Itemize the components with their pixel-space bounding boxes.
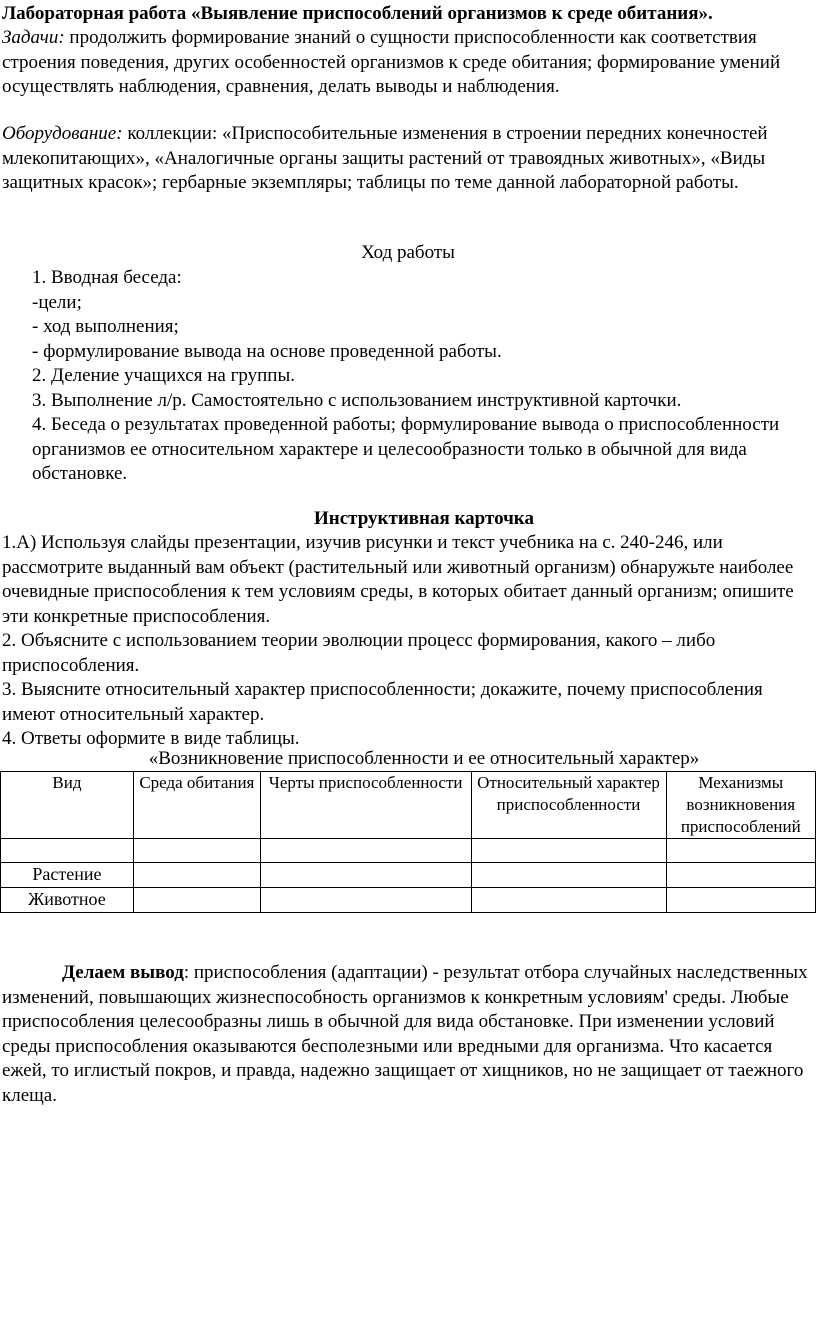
table-cell: Растение <box>1 863 134 888</box>
table-cell <box>133 863 260 888</box>
column-header-mechanisms: Механизмы возникновения приспособлений <box>666 772 815 839</box>
column-header-relative-nature: Относительный характер приспособленности <box>471 772 666 839</box>
tasks-label: Задачи: <box>2 27 65 48</box>
table-cell <box>471 839 666 863</box>
equipment-text: коллекции: «Приспособительные изменения в строении передних конечностей млекопитающих», «Аналогичные органы защиты растений от травоядных животных», «Виды защитных красок»; гербарные экземпляры; таблицы по теме данной лабораторной работы. <box>2 123 768 193</box>
table-cell <box>260 839 471 863</box>
page-title: Лабораторная работа «Выявление приспособлений организмов к среде обитания». <box>2 3 713 24</box>
procedure-heading: Ход работы <box>361 242 455 263</box>
tasks-text: продолжить формирование знаний о сущности приспособленности как соответствия строения поведения, других особенностей организмов к среде обитания; формирование умений осуществлять наблюдения, сравнения, делать выводы и наблюдения. <box>2 27 781 97</box>
column-header-traits: Черты приспособленности <box>260 772 471 839</box>
procedure-item: - формулирование вывода на основе проведенной работы. <box>32 340 502 362</box>
instruction-item: 1.А) Используя слайды презентации, изучив рисунки и текст учебника на с. 240-246, или рассмотрите выданный вам объект (растительный или животный организм) обнаружьте наиболее очевидные приспособления к тем условиям среды, в которых обитает данный организм; опишите эти конкретные приспособления. <box>2 532 794 627</box>
procedure-item: 4. Беседа о результатах проведенной работы; формулирование вывода о приспособленности организмов ее относительном характере и целесообразности только в обычной для вида обстановке. <box>32 414 780 484</box>
table-cell <box>133 839 260 863</box>
table-cell <box>666 839 815 863</box>
equipment-label: Оборудование: <box>2 123 123 144</box>
procedure-item: 3. Выполнение л/р. Самостоятельно с использованием инструктивной карточки. <box>32 389 682 411</box>
procedure-item: -цели; <box>32 291 82 313</box>
column-header-habitat: Среда обитания <box>133 772 260 839</box>
table-row <box>1 839 816 863</box>
table-cell <box>260 863 471 888</box>
table-header-row <box>1 772 816 839</box>
table-cell <box>666 888 815 913</box>
table-cell <box>1 839 134 863</box>
conclusion-paragraph <box>2 961 812 1108</box>
table-cell <box>666 863 815 888</box>
adaptation-table <box>0 771 816 913</box>
table-cell <box>471 863 666 888</box>
table-caption: «Возникновение приспособленности и ее относительный характер» <box>148 748 700 769</box>
instruction-item: 2. Объясните с использованием теории эволюции процесс формирования, какого – либо приспособления. <box>2 630 716 676</box>
instruction-item: 4. Ответы оформите в виде таблицы. <box>2 728 300 749</box>
table-row <box>1 863 816 888</box>
table-row <box>1 888 816 913</box>
instruction-card-list <box>2 531 814 752</box>
table-cell <box>260 888 471 913</box>
procedure-item: 2. Деление учащихся на группы. <box>32 365 295 386</box>
table-cell: Животное <box>1 888 134 913</box>
instruction-card-heading: Инструктивная карточка <box>314 508 534 529</box>
equipment-paragraph <box>2 122 807 196</box>
table-cell <box>471 888 666 913</box>
table-cell <box>133 888 260 913</box>
procedure-list <box>32 266 812 487</box>
procedure-item: - ход выполнения; <box>32 316 179 337</box>
procedure-item: 1. Вводная беседа: <box>32 267 182 288</box>
conclusion-text: : приспособления (адаптации) - результат отбора случайных наследственных изменений, повышающих жизнеспособность организмов к конкретным условиям' среды. Любые приспособления целесообразны лишь в обычной для вида обстановке. При изменении условий среды приспособления оказываются бесполезными или вредными для организма. Что касается ежей, то иглистый покров, и правда, надежно защищает от хищников, но не защищает от таежного клеща. <box>2 962 808 1106</box>
tasks-paragraph <box>2 26 802 100</box>
instruction-item: 3. Выясните относительный характер приспособленности; докажите, почему приспособления имеют относительный характер. <box>2 679 763 725</box>
column-header-species: Вид <box>1 772 134 839</box>
conclusion-label: Делаем вывод <box>62 962 184 983</box>
